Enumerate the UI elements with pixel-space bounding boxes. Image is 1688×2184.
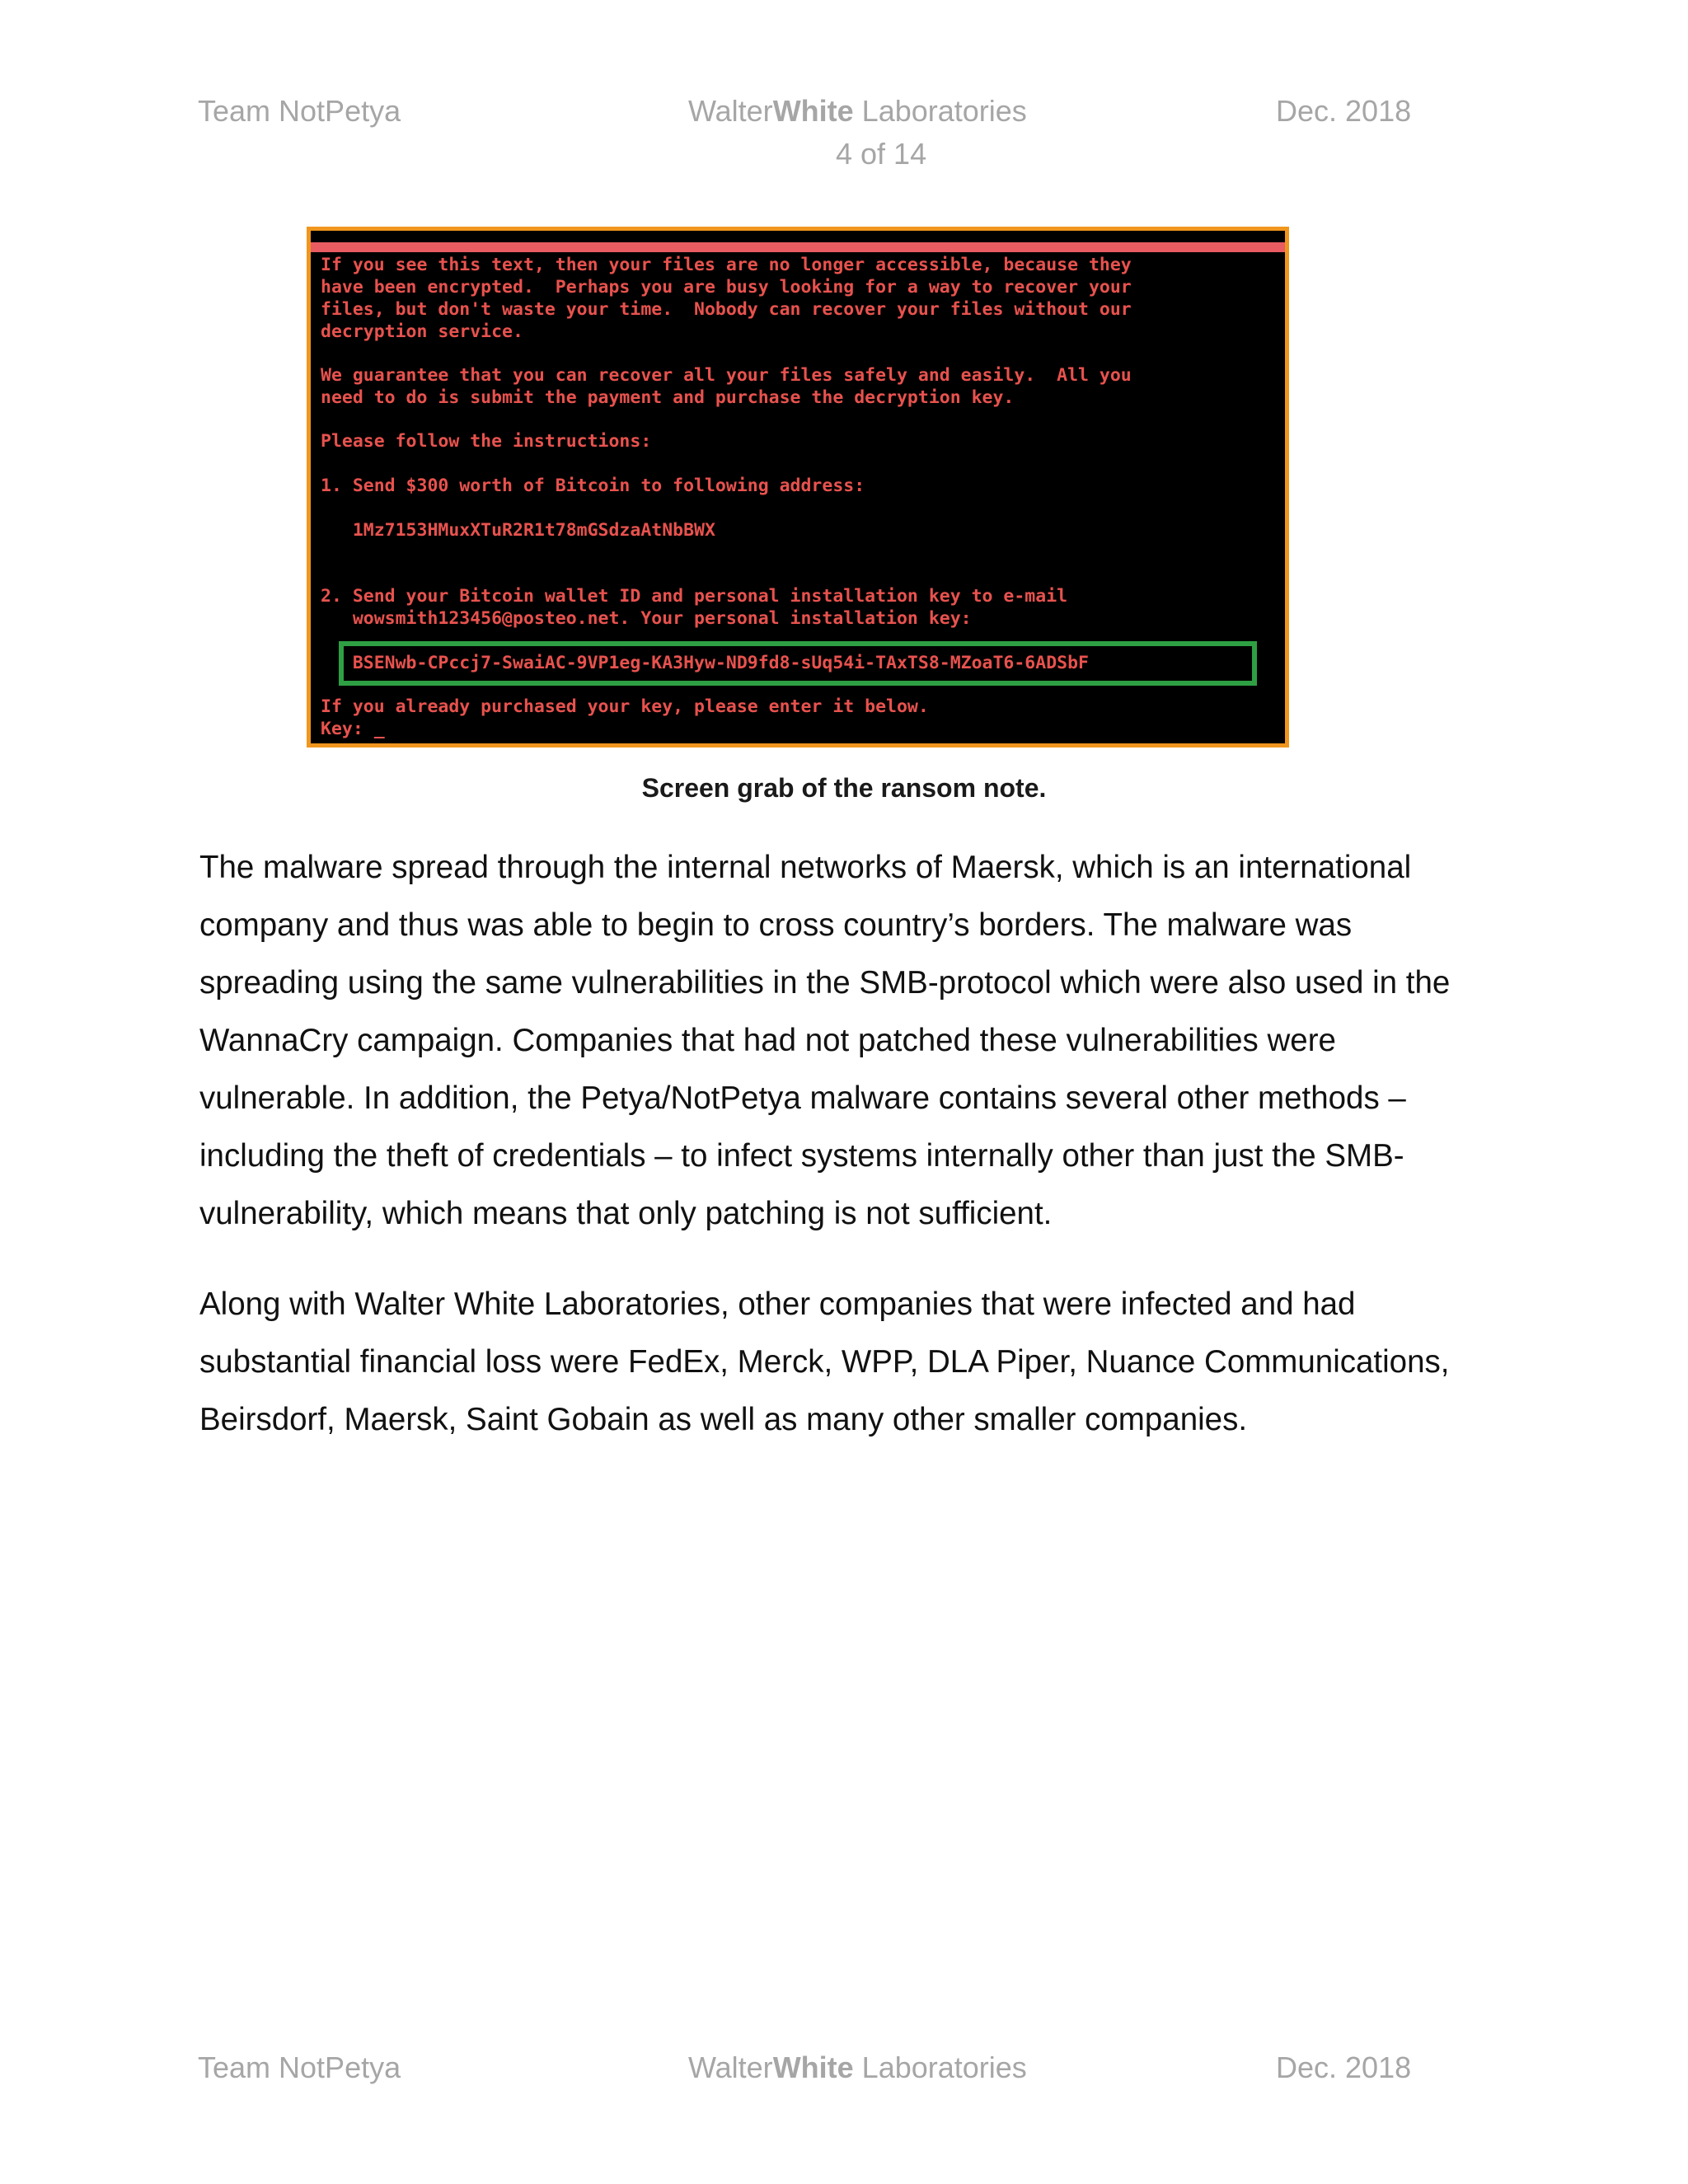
footer-center-prefix: Walter bbox=[688, 2050, 773, 2084]
terminal-red-bar bbox=[311, 242, 1285, 252]
terminal-top-bar bbox=[311, 231, 1285, 237]
ransom-text-key-prompt: If you already purchased your key, please enter it below. Key: _ bbox=[321, 696, 929, 739]
ransom-text-step2: 2. Send your Bitcoin wallet ID and personal installation key to e-mail wowsmith123456@posteo.net. Your personal installation key: bbox=[321, 586, 1068, 629]
footer-left: Team NotPetya bbox=[198, 2050, 401, 2084]
footer-center-bold: White bbox=[772, 2050, 854, 2084]
footer-center-suffix: Laboratories bbox=[853, 2050, 1027, 2084]
installation-key: BSENwb-CPccj7-SwaiAC-9VP1eg-KA3Hyw-ND9fd8-sUq54i-TAxTS8-MZoaT6-6ADSbF bbox=[321, 653, 1089, 673]
header-center-bold: White bbox=[772, 94, 854, 128]
header-right: Dec. 2018 bbox=[1276, 94, 1412, 128]
ransom-note-screenshot bbox=[307, 227, 1289, 748]
page-number: 4 of 14 bbox=[836, 137, 927, 171]
ransom-text-instructions: Please follow the instructions: bbox=[321, 431, 652, 452]
ransom-text-step1: 1. Send $300 worth of Bitcoin to following address: bbox=[321, 476, 865, 496]
header-left: Team NotPetya bbox=[198, 94, 401, 128]
ransom-text-intro: If you see this text, then your files are no longer accessible, because they have been encrypted. Perhaps you are busy looking for a way to recover your files, but don't waste your time. Nobody can recover your files without our decryption service. bbox=[321, 255, 1132, 342]
header-center-prefix: Walter bbox=[688, 94, 773, 128]
footer-center bbox=[688, 2050, 1027, 2085]
ransom-text-guarantee: We guarantee that you can recover all your files safely and easily. All you need to do is submit the payment and purchase the decryption key. bbox=[321, 365, 1132, 408]
header-center-suffix: Laboratories bbox=[853, 94, 1027, 128]
footer-right: Dec. 2018 bbox=[1276, 2050, 1412, 2084]
body-paragraph-1: The malware spread through the internal networks of Maersk, which is an international company and thus was able to begin to cross country’s borders. The malware was spreading using the same vulnerabilities in the SMB-protocol which were also used in the WannaCry campaign. Companies that had not patched these vulnerabilities were vulnerable. In addition, the Petya/NotPetya malware contains several other methods – including the theft of credentials – to infect systems internally other than just the SMB-vulnerability, which means that only patching is not sufficient. bbox=[199, 850, 1451, 1231]
body-paragraph-2: Along with Walter White Laboratories, other companies that were infected and had substantial financial loss were FedEx, Merck, WPP, DLA Piper, Nuance Communications, Beirsdorf, Maersk, Saint Gobain as well as many other smaller companies. bbox=[199, 1286, 1450, 1437]
figure-caption: Screen grab of the ransom note. bbox=[641, 773, 1047, 803]
bitcoin-address: 1Mz7153HMuxXTuR2R1t78mGSdzaAtNbBWX bbox=[321, 520, 715, 541]
header-center bbox=[688, 94, 1027, 129]
